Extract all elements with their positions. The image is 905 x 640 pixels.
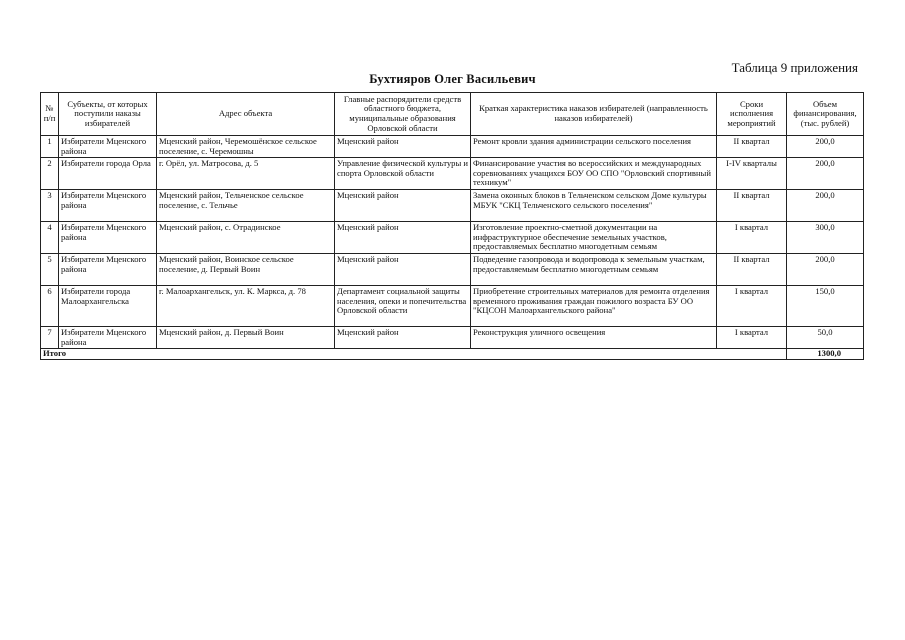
cell-subject: Избиратели Мценского района (59, 222, 157, 254)
cell-address: Мценский район, д. Первый Воин (157, 327, 335, 349)
cell-manager: Мценский район (335, 327, 471, 349)
cell-num: 1 (41, 136, 59, 158)
cell-amount: 300,0 (787, 222, 864, 254)
cell-amount: 200,0 (787, 136, 864, 158)
cell-num: 5 (41, 254, 59, 286)
cell-description: Замена оконных блоков в Тельченском сельском Доме культуры МБУК "СКЦ Тельченского сельского поселения" (471, 190, 717, 222)
cell-description: Реконструкция уличного освещения (471, 327, 717, 349)
cell-num: 6 (41, 286, 59, 327)
cell-term: I квартал (717, 222, 787, 254)
cell-address: Мценский район, Черемошёнское сельское поселение, с. Черемошны (157, 136, 335, 158)
table-row (41, 254, 864, 286)
cell-amount: 200,0 (787, 254, 864, 286)
table-row (41, 136, 864, 158)
table-row (41, 158, 864, 190)
orders-table (40, 92, 864, 360)
cell-subject: Избиратели Мценского района (59, 254, 157, 286)
cell-description: Изготовление проектно-сметной документации на инфраструктурное обеспечение земельных участков, предоставляемых бесплатно многодетным семьям (471, 222, 717, 254)
cell-subject: Избиратели города Орла (59, 158, 157, 190)
cell-address: Мценский район, Тельченское сельское поселение, с. Тельчье (157, 190, 335, 222)
table-row (41, 327, 864, 349)
cell-term: II квартал (717, 136, 787, 158)
cell-num: 7 (41, 327, 59, 349)
cell-subject: Избиратели Мценского района (59, 327, 157, 349)
cell-subject: Избиратели Мценского района (59, 136, 157, 158)
cell-amount: 50,0 (787, 327, 864, 349)
cell-subject: Избиратели Мценского района (59, 190, 157, 222)
cell-amount: 200,0 (787, 158, 864, 190)
cell-term: I квартал (717, 286, 787, 327)
cell-manager: Мценский район (335, 222, 471, 254)
cell-description: Подведение газопровода и водопровода к земельным участкам, предоставляемым бесплатно многодетным семьям (471, 254, 717, 286)
header-num: № п/п (41, 93, 59, 136)
cell-manager: Департамент социальной защиты населения, опеки и попечительства Орловской области (335, 286, 471, 327)
cell-address: г. Малоархангельск, ул. К. Маркса, д. 78 (157, 286, 335, 327)
table-caption: Таблица 9 приложения (731, 60, 858, 75)
table-row (41, 222, 864, 254)
cell-description: Приобретение строительных материалов для ремонта отделения временного проживания граждан пожилого возраста БУ ОО "КЦСОН Малоархангельского района" (471, 286, 717, 327)
header-subject: Субъекты, от которых поступили наказы избирателей (59, 93, 157, 136)
cell-manager: Управление физической культуры и спорта Орловской области (335, 158, 471, 190)
header-description: Краткая характеристика наказов избирателей (направленность наказов избирателей) (471, 93, 717, 136)
cell-manager: Мценский район (335, 136, 471, 158)
header-manager: Главные распорядители средств областного бюджета, муниципальные образования Орловской области (335, 93, 471, 136)
cell-address: г. Орёл, ул. Матросова, д. 5 (157, 158, 335, 190)
total-row (41, 349, 864, 360)
cell-num: 2 (41, 158, 59, 190)
cell-amount: 200,0 (787, 190, 864, 222)
cell-term: I квартал (717, 327, 787, 349)
cell-amount: 150,0 (787, 286, 864, 327)
cell-address: Мценский район, Воинское сельское поселение, д. Первый Воин (157, 254, 335, 286)
table-row (41, 286, 864, 327)
cell-num: 3 (41, 190, 59, 222)
cell-term: II квартал (717, 254, 787, 286)
table-header-row (41, 93, 864, 136)
total-value: 1300,0 (787, 349, 864, 360)
table-row (41, 190, 864, 222)
header-term: Сроки исполнения мероприятий (717, 93, 787, 136)
cell-description: Финансирование участия во всероссийских и международных соревнованиях учащихся БОУ ОО СПО "Орловский спортивный техникум" (471, 158, 717, 190)
cell-description: Ремонт кровли здания администрации сельского поселения (471, 136, 717, 158)
total-label: Итого (41, 349, 787, 360)
page-title: Бухтияров Олег Васильевич (369, 72, 536, 86)
cell-subject: Избиратели города Малоархангельска (59, 286, 157, 327)
cell-manager: Мценский район (335, 190, 471, 222)
cell-manager: Мценский район (335, 254, 471, 286)
cell-address: Мценский район, с. Отрадинское (157, 222, 335, 254)
cell-num: 4 (41, 222, 59, 254)
header-amount: Объем финансирования, (тыс. рублей) (787, 93, 864, 136)
header-address: Адрес объекта (157, 93, 335, 136)
cell-term: II квартал (717, 190, 787, 222)
cell-term: I-IV кварталы (717, 158, 787, 190)
